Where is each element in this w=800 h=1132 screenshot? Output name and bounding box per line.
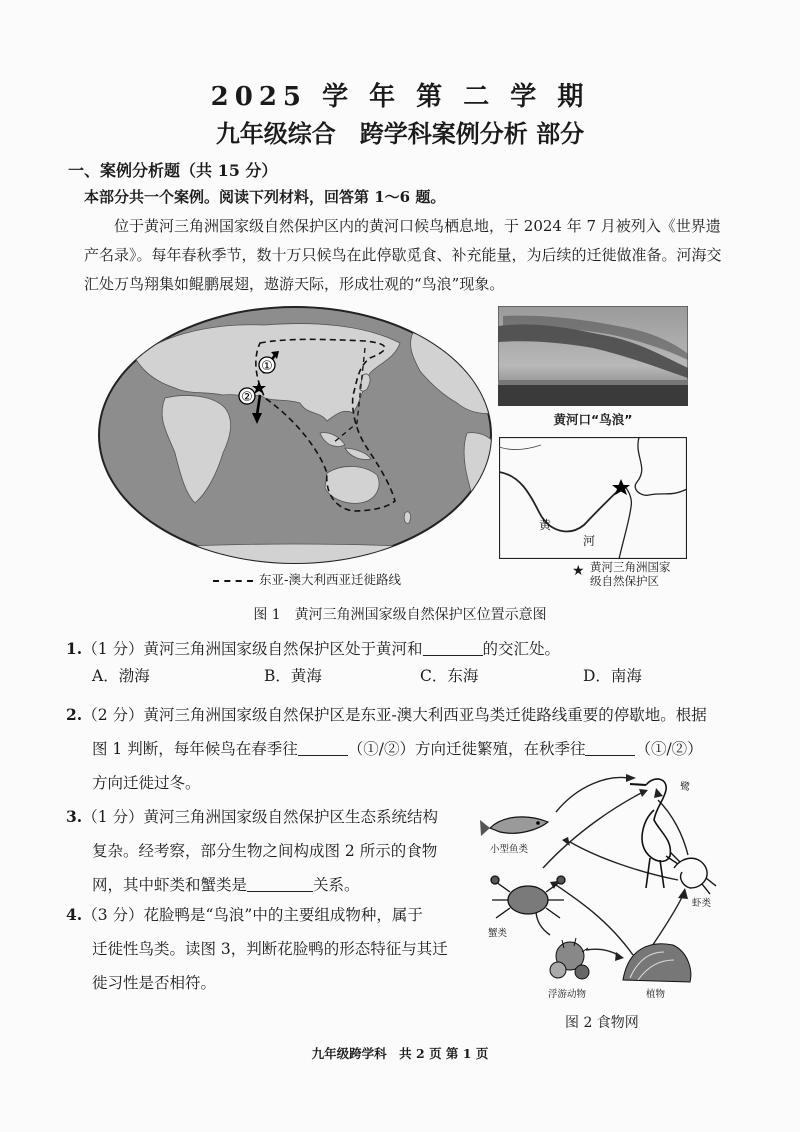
marker-1: ① [261, 359, 273, 374]
q1-number: 1. [66, 639, 83, 658]
reserve-legend [572, 560, 671, 588]
q3-line1: 黄河三角洲国家级自然保护区生态系统结构 [143, 808, 438, 826]
crab-label: 蟹类 [488, 928, 508, 939]
q1-option-b[interactable]: B．黄海 [264, 667, 322, 685]
q1-option-a[interactable]: A．渤海 [92, 667, 150, 685]
fish-label: 小型鱼类 [490, 844, 529, 855]
q1-text-a: 黄河三角洲国家级自然保护区处于黄河和 [143, 640, 423, 658]
q3-line3b: 关系。 [313, 876, 360, 894]
heron-label: 鹭 [680, 782, 690, 793]
world-map [95, 303, 495, 568]
case-paragraph-text: 位于黄河三角洲国家级自然保护区内的黄河口候鸟栖息地，于 2024 年 7 月被列入《世界遗产名录》。每年春秋季节，数十万只候鸟在此停歇觅食、补充能量，为后续的迁徙做准备。河海交汇处万鸟翔集如鲲鹏展翅，遨游天际，形成壮观的“鸟浪”现象。 [84, 217, 722, 293]
page-footer: 九年级跨学科 共 2 页 第 1 页 [311, 1046, 489, 1061]
question-1 [66, 632, 560, 666]
q3-line3a: 网，其中虾类和蟹类是 [92, 876, 248, 894]
q1-answer-blank[interactable] [423, 640, 483, 657]
plant-label: 植物 [646, 989, 666, 1000]
q3-line2: 复杂。经考察，部分生物之间构成图 2 所示的食物 [92, 842, 438, 860]
q2-line2c: （①/②） [635, 740, 703, 758]
plankton-icon [550, 938, 589, 979]
arrow-plankton-to-plant [586, 949, 620, 956]
q2-line1: 黄河三角洲国家级自然保护区是东亚-澳大利西亚鸟类迁徙路线重要的停歇地。根据 [143, 706, 707, 724]
plankton-label: 浮游动物 [548, 989, 587, 1000]
marker-2: ② [241, 390, 253, 405]
reserve-legend-line1: 黄河三角洲国家 [590, 560, 671, 574]
star-legend-icon: ★ [572, 563, 585, 579]
plant-icon [623, 944, 691, 982]
photo-caption: 黄河口“鸟浪” [553, 412, 633, 427]
arrow-shrimp-to-heron [658, 800, 688, 855]
fish-icon [480, 817, 548, 836]
section-heading: 一、案例分析题（共 15 分） [68, 161, 278, 180]
q4-number: 4. [66, 905, 83, 924]
river-label-2: 河 [583, 534, 596, 548]
exam-subtitle: 九年级综合 跨学科案例分析 部分 [215, 119, 585, 148]
arrow-crab-to-heron [543, 792, 643, 868]
q3-relation-blank[interactable] [247, 876, 313, 893]
q1-option-c[interactable]: C．东海 [420, 667, 479, 685]
bird-wave-photo [498, 306, 688, 406]
q4-score: （3 分） [82, 906, 144, 924]
river-label-1: 黄 [539, 518, 552, 532]
q2-line2a: 图 1 判断，每年候鸟在春季往 [92, 740, 298, 758]
route-legend-label: 东亚-澳大利西亚迁徙路线 [259, 572, 402, 587]
q3-number: 3. [66, 807, 83, 826]
question-4 [66, 898, 486, 1000]
q3-score: （1 分） [82, 808, 144, 826]
shrimp-label: 虾类 [692, 898, 712, 909]
q2-spring-blank[interactable] [298, 740, 348, 757]
case-paragraph [84, 212, 724, 299]
question-3 [66, 800, 486, 902]
arrow-plankton-to-crab [536, 910, 550, 935]
q2-line3: 方向迁徙过冬。 [92, 774, 201, 792]
shrimp-icon [666, 852, 716, 894]
food-web-diagram [478, 760, 738, 1010]
q4-line3: 徙习性是否相符。 [92, 974, 217, 992]
dashed-line-icon [213, 580, 253, 582]
q4-line1: 花脸鸭是“鸟浪”中的主要组成物种，属于 [143, 906, 423, 924]
figure2-caption: 图 2 食物网 [565, 1015, 639, 1031]
q1-option-d[interactable]: D．南海 [583, 667, 642, 685]
q2-number: 2. [66, 705, 83, 724]
exam-title: 2025 学 年 第 二 学 期 [210, 82, 590, 112]
figure1-caption: 图 1 黄河三角洲国家级自然保护区位置示意图 [253, 607, 547, 623]
reserve-legend-line2: 级自然保护区 [590, 574, 659, 588]
inset-map [499, 437, 687, 559]
q2-line2b: （①/②）方向迁徙繁殖，在秋季往 [347, 740, 586, 758]
q2-score: （2 分） [82, 706, 144, 724]
q2-autumn-blank[interactable] [585, 740, 635, 757]
q4-line2: 迁徙性鸟类。读图 3，判断花脸鸭的形态特征与其迁 [92, 940, 448, 958]
q1-text-b: 的交汇处。 [482, 640, 561, 658]
section-intro: 本部分共一个案例。阅读下列材料，回答第 1～6 题。 [84, 188, 446, 206]
route-legend [213, 570, 401, 588]
q1-score: （1 分） [82, 640, 144, 658]
